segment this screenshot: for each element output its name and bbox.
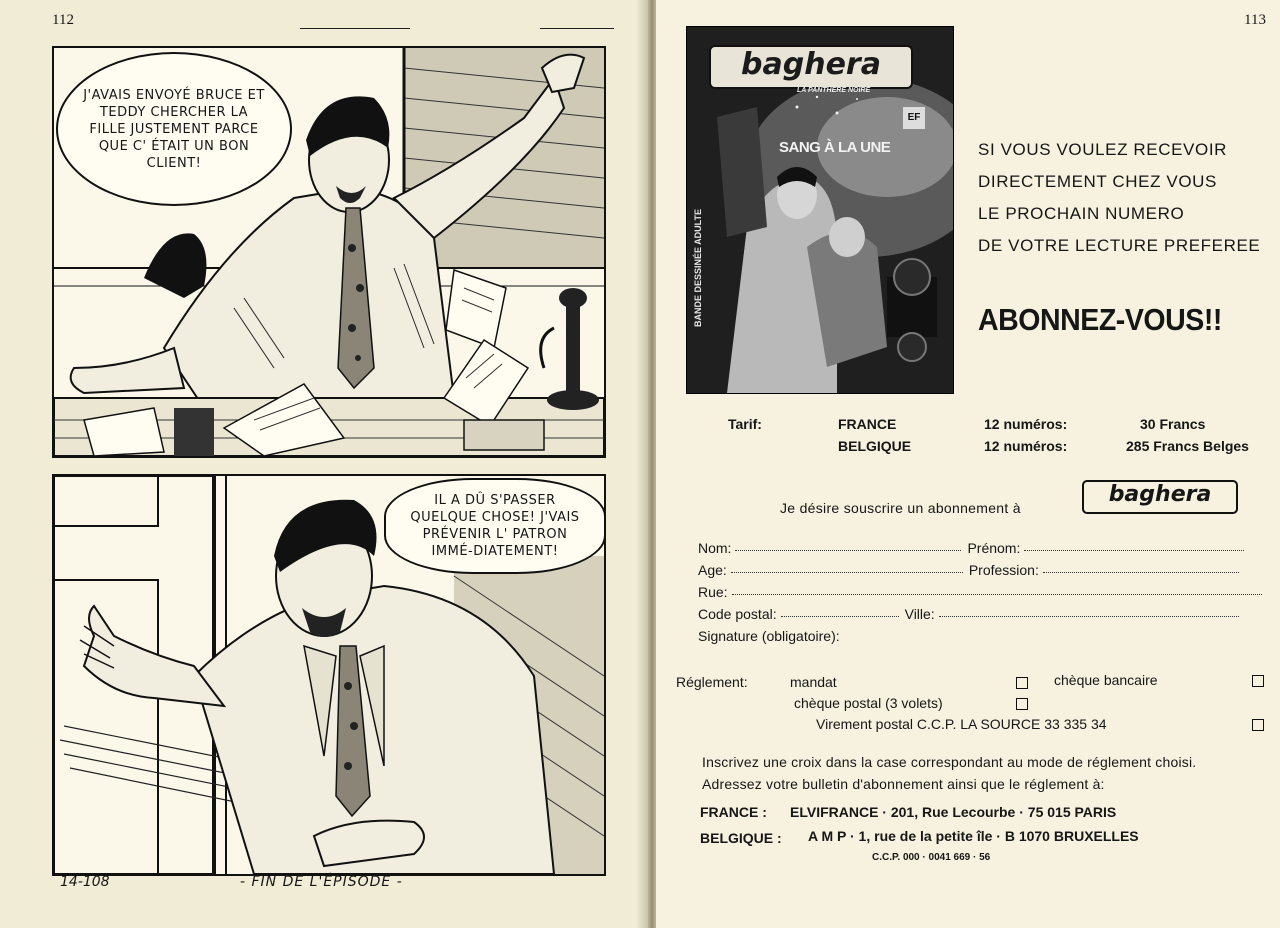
rate-price: 30 Francs — [1140, 416, 1206, 432]
address-france-label: FRANCE : — [700, 804, 767, 820]
nom-field[interactable] — [735, 550, 961, 551]
page-code: 14-108 — [60, 874, 110, 890]
form-row-street — [698, 584, 1268, 600]
payment-virement-checkbox[interactable] — [1252, 719, 1264, 731]
comic-panel-1 — [52, 46, 606, 458]
address-france: ELVIFRANCE · 201, Rue Lecourbe · 75 015 PARIS — [790, 804, 1117, 820]
episode-end-caption: - FIN DE L'ÉPISODE - — [240, 874, 403, 890]
rate-price: 285 Francs Belges — [1126, 438, 1249, 454]
comic-panel-2 — [52, 474, 606, 876]
payment-virement-label: Virement postal C.C.P. LA SOURCE 33 335 34 — [816, 716, 1107, 732]
rate-issues: 12 numéros: — [984, 438, 1068, 454]
rate-country: FRANCE — [838, 416, 897, 432]
address-belgique: A M P · 1, rue de la petite île · B 1070 BRUXELLES — [808, 828, 1139, 844]
speech-balloon-1 — [56, 52, 292, 206]
baghera-logo: baghera — [1082, 480, 1238, 514]
ville-field[interactable] — [939, 616, 1239, 617]
cover-side-text: BANDE DESSINÉE ADULTE — [693, 208, 703, 327]
form-row-signature — [698, 628, 840, 644]
right-page-number: 113 — [1244, 12, 1266, 28]
form-row-postal — [698, 606, 1245, 622]
form-row-age — [698, 562, 1245, 578]
prenom-label: Prénom: — [967, 540, 1021, 556]
subscribe-statement: Je désire souscrire un abonnement à — [780, 500, 1021, 516]
promo-line: LE PROCHAIN NUMERO — [978, 204, 1185, 223]
left-page-number: 112 — [52, 12, 74, 28]
code-postal-label: Code postal: — [698, 606, 777, 622]
instruction-line: Inscrivez une croix dans la case correspondant au mode de réglement choisi. — [702, 754, 1197, 770]
code-postal-field[interactable] — [781, 616, 899, 617]
promo-line: SI VOUS VOULEZ RECEVOIR — [978, 140, 1228, 159]
ville-label: Ville: — [904, 606, 935, 622]
top-rule — [540, 28, 614, 29]
speech-balloon-2 — [384, 478, 606, 574]
payment-cheque-bancaire-label: chèque bancaire — [1054, 672, 1158, 688]
magazine-cover — [686, 26, 954, 394]
address-belgique-label: BELGIQUE : — [700, 830, 782, 846]
ccp-account: C.C.P. 000 · 0041 669 · 56 — [872, 852, 991, 863]
payment-mandat-label: mandat — [790, 674, 837, 690]
payment-mandat-checkbox[interactable] — [1016, 677, 1028, 689]
form-row-name — [698, 540, 1250, 556]
profession-field[interactable] — [1043, 572, 1239, 573]
payment-cheque-bancaire-checkbox[interactable] — [1252, 675, 1264, 687]
speech-balloon-1-text: J'AVAIS ENVOYÉ BRUCE ET TEDDY CHERCHER LA FILLE JUSTEMENT PARCE QUE C' ÉTAIT UN BON CLIENT! — [83, 87, 265, 171]
rate-issues: 12 numéros: — [984, 416, 1068, 432]
rue-field[interactable] — [732, 594, 1262, 595]
cover-title: SANG À LA UNE — [779, 139, 891, 156]
payment-cheque-postal-label: chèque postal (3 volets) — [794, 695, 943, 711]
payment-cheque-postal-checkbox[interactable] — [1016, 698, 1028, 710]
cover-badge: EF — [903, 107, 925, 129]
cover-logo-subtitle: LA PANTHÈRE NOIRE — [797, 87, 871, 94]
subscribe-headline: ABONNEZ-VOUS!! — [978, 302, 1222, 337]
payment-label: Réglement: — [676, 674, 748, 690]
instruction-line: Adressez votre bulletin d'abonnement ainsi que le réglement à: — [702, 776, 1105, 792]
nom-label: Nom: — [698, 540, 732, 556]
rates-label: Tarif: — [728, 416, 762, 432]
cover-logo: baghera — [709, 45, 913, 89]
prenom-field[interactable] — [1024, 550, 1244, 551]
profession-label: Profession: — [968, 562, 1039, 578]
age-field[interactable] — [731, 572, 963, 573]
rue-label: Rue: — [698, 584, 728, 600]
top-rule — [300, 28, 410, 29]
signature-label: Signature (obligatoire): — [698, 628, 840, 644]
rate-country: BELGIQUE — [838, 438, 912, 454]
speech-balloon-2-text: IL A DÛ S'PASSER QUELQUE CHOSE! J'VAIS PRÉVENIR L' PATRON IMMÉ-DIATEMENT! — [410, 493, 580, 559]
right-page — [656, 0, 1280, 928]
age-label: Age: — [698, 562, 727, 578]
promo-line: DE VOTRE LECTURE PREFEREE — [978, 236, 1261, 255]
promo-line: DIRECTEMENT CHEZ VOUS — [978, 172, 1217, 191]
